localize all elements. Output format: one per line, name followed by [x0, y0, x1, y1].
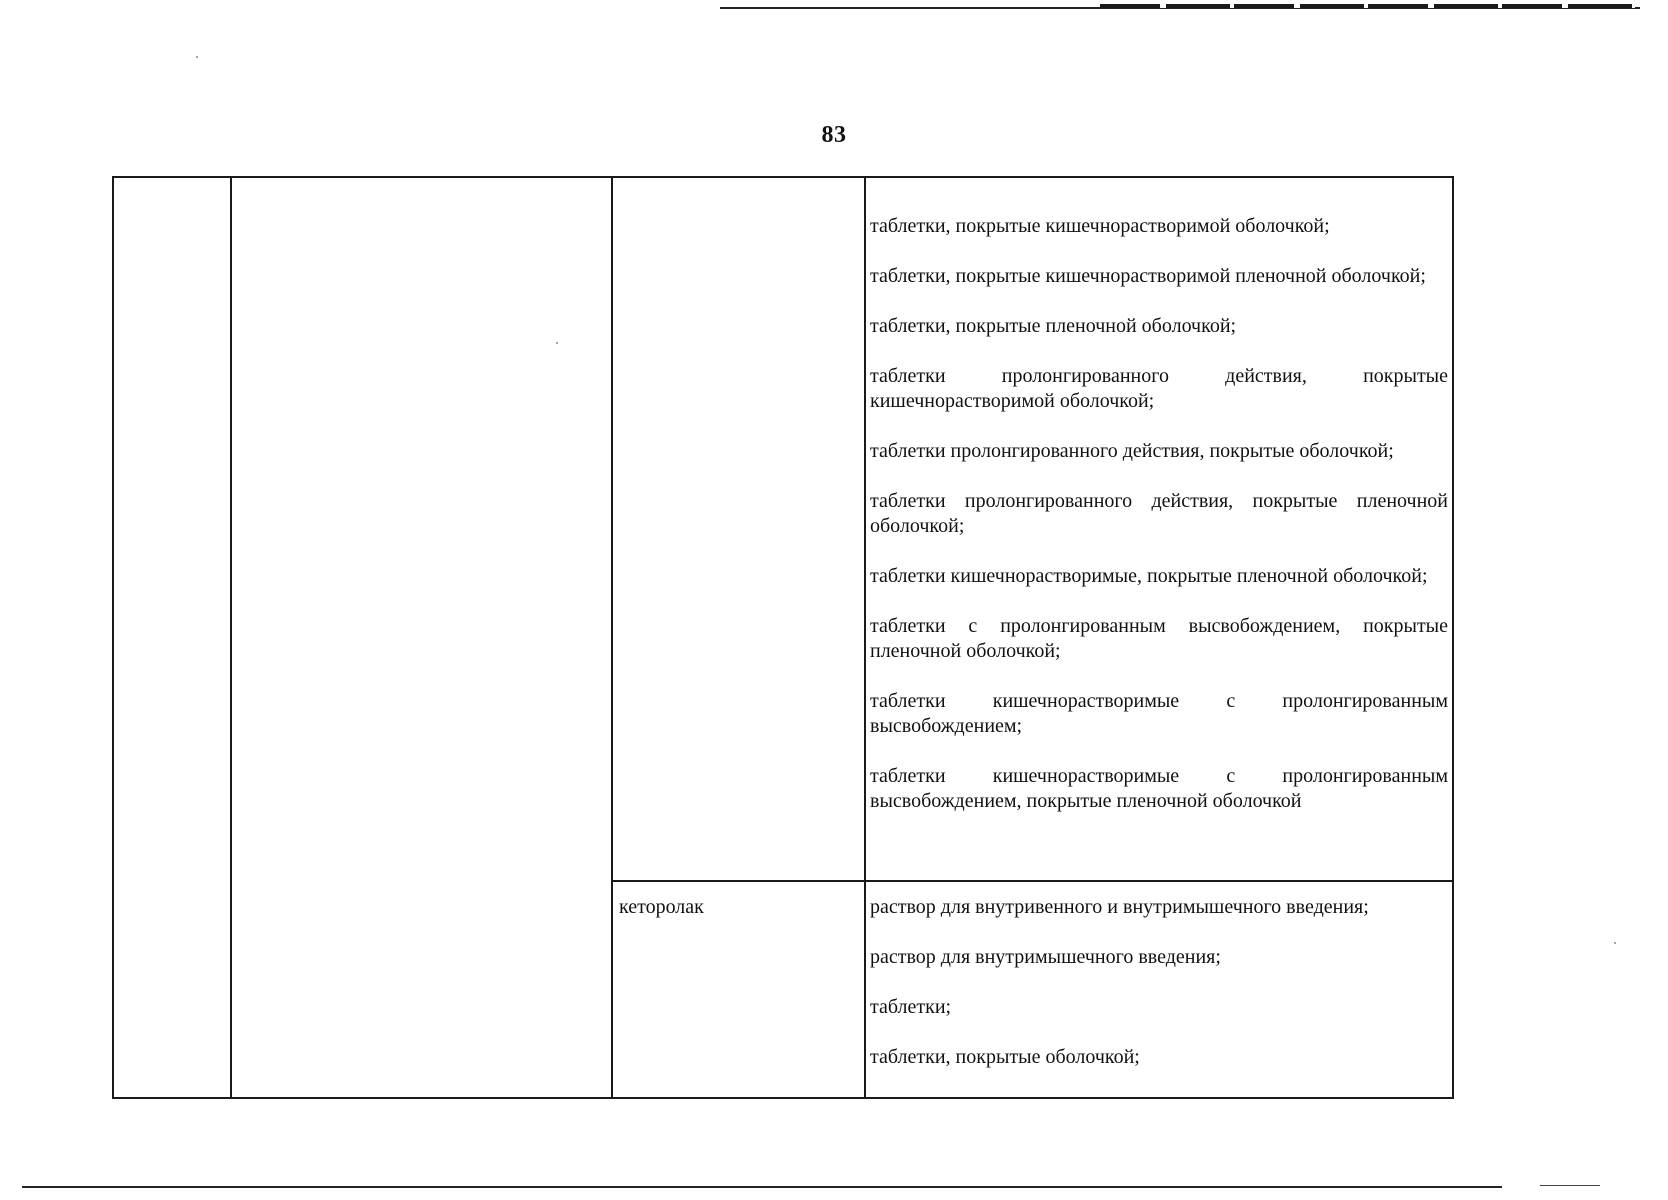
scan-speck: [196, 56, 198, 58]
dosage-form-item: таблетки кишечнорастворимые, покрытые пленочной оболочкой;: [870, 565, 1428, 587]
dosage-form-item: таблетки, покрытые кишечнорастворимой оболочкой;: [870, 215, 1330, 237]
table-column-divider: [864, 178, 866, 1097]
dosage-form-item: таблетки с пролонгированным высвобождением, покрытые пленочной оболочкой;: [870, 615, 1448, 662]
table-row-divider: [611, 880, 1452, 882]
table-column-divider: [230, 178, 232, 1097]
scan-edge-bottom-artifact: [1540, 1185, 1600, 1186]
dosage-form-item: таблетки, покрытые оболочкой;: [870, 1046, 1140, 1068]
dosage-form-item: раствор для внутривенного и внутримышечного введения;: [870, 896, 1369, 918]
dosage-form-item: таблетки кишечнорастворимые с пролонгированным высвобождением;: [870, 690, 1448, 737]
dosage-form-item: таблетки пролонгированного действия, покрытые пленочной оболочкой;: [870, 490, 1448, 537]
dosage-form-item: таблетки кишечнорастворимые с пролонгированным высвобождением, покрытые пленочной оболочкой: [870, 765, 1448, 812]
dosage-form-item: таблетки, покрытые кишечнорастворимой пленочной оболочкой;: [870, 265, 1426, 287]
medication-table: [112, 176, 1454, 1099]
page-number: 83: [821, 122, 847, 148]
dosage-form-item: таблетки пролонгированного действия, покрытые оболочкой;: [870, 440, 1394, 462]
scan-edge-bottom: [22, 1186, 1502, 1188]
scan-edge-top-artifact: [1100, 4, 1635, 8]
dosage-form-item: раствор для внутримышечного введения;: [870, 946, 1221, 968]
dosage-form-item: таблетки, покрытые пленочной оболочкой;: [870, 315, 1237, 337]
scan-speck: [556, 342, 558, 344]
dosage-forms-list: [870, 214, 1448, 839]
dosage-form-item: таблетки;: [870, 996, 952, 1018]
dosage-forms-list: [870, 895, 1448, 1095]
drug-name: кеторолак: [619, 896, 704, 918]
table-column-divider: [611, 178, 613, 1097]
scan-speck: [1614, 942, 1616, 944]
dosage-form-item: таблетки пролонгированного действия, покрытые кишечнорастворимой оболочкой;: [870, 365, 1448, 412]
